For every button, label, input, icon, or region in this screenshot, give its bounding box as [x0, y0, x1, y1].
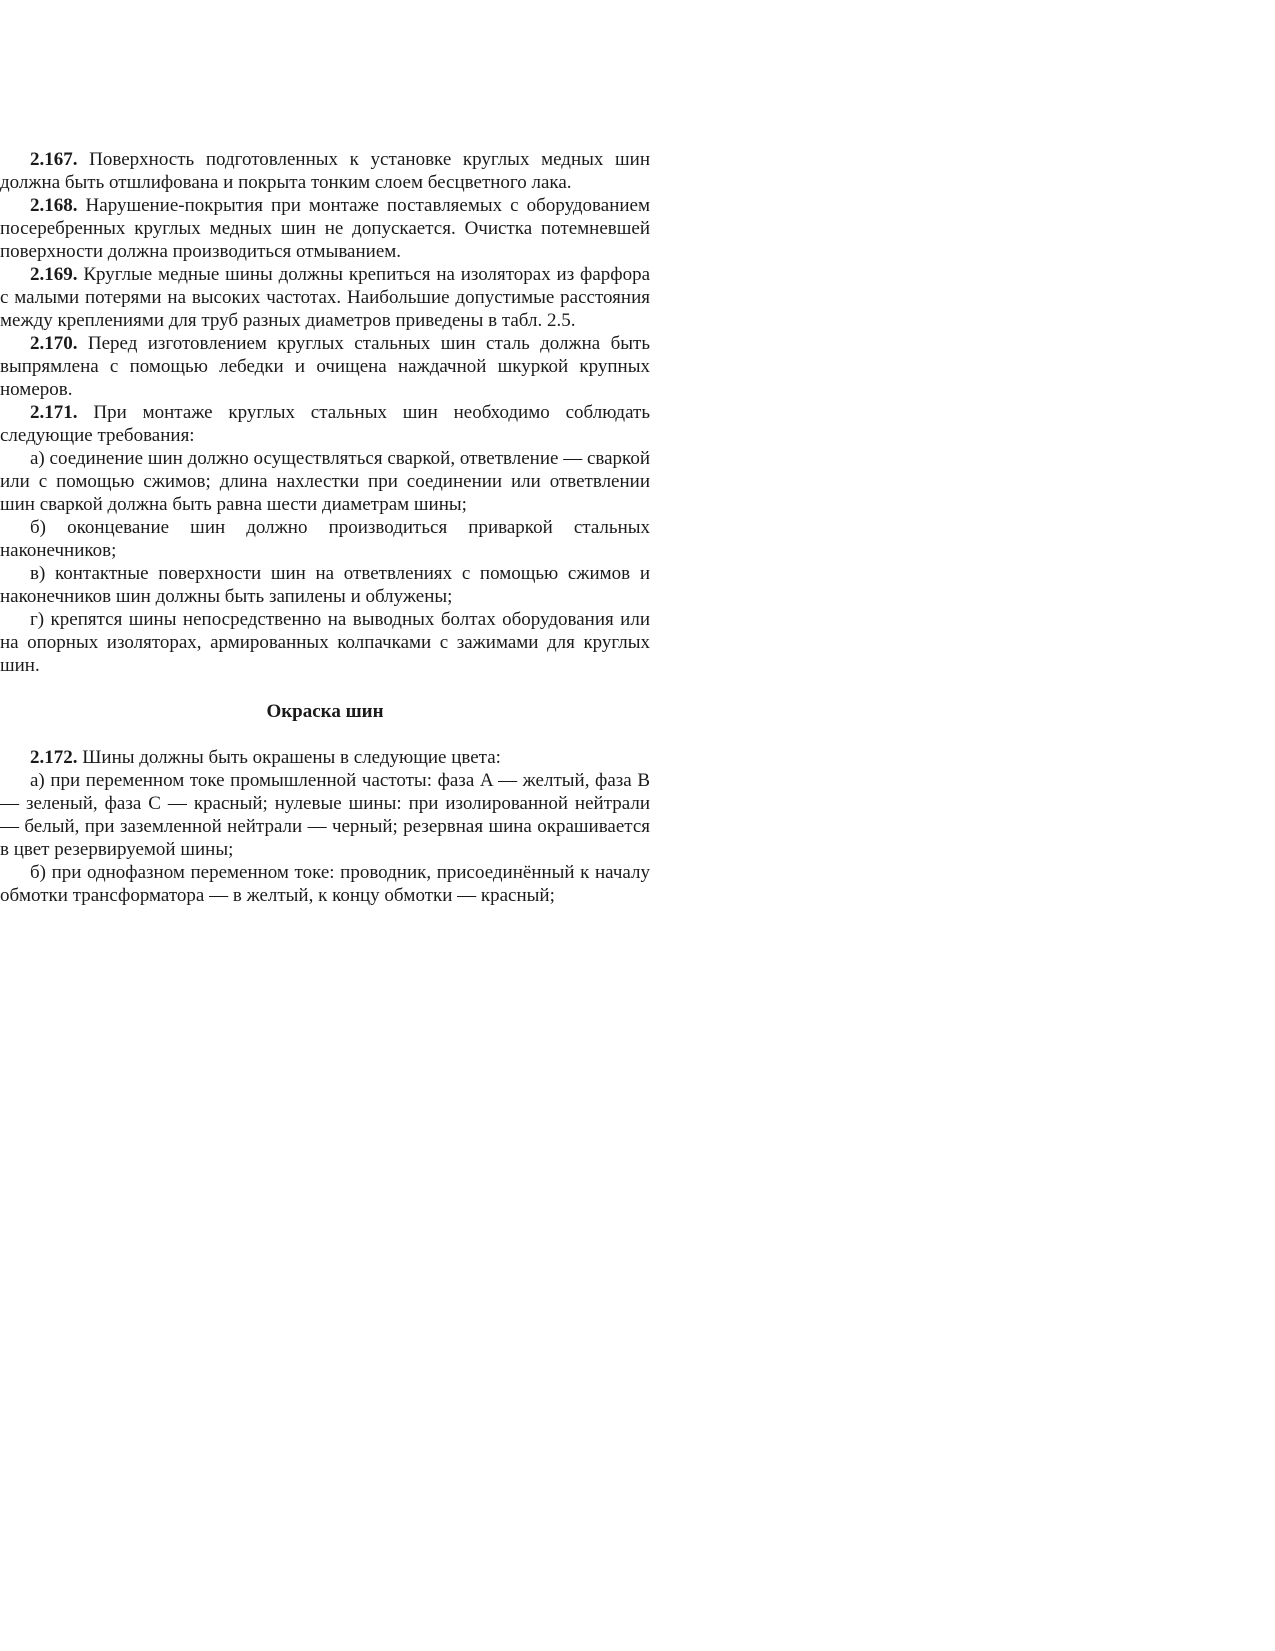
paragraph-text: Перед изготовлением круглых стальных шин сталь должна быть выпрямлена с помощью лебедки и очищена наждачной шкуркой крупных номеров.: [0, 333, 651, 400]
paragraph-number: 2.172.: [30, 747, 78, 768]
paragraph-2-169: [0, 263, 650, 332]
list-item-a: [0, 447, 650, 516]
paragraph-number: 2.171.: [30, 402, 78, 423]
list-item-text: а) соединение шин должно осуществляться сваркой, ответвление — сваркой или с помощью сжимов; длина нахлестки при соединении или ответвлении шин сваркой должна быть равна шести диаметрам шины;: [0, 448, 650, 515]
paragraph-text: Шины должны быть окрашены в следующие цвета:: [82, 747, 501, 768]
paragraph-number: 2.167.: [30, 149, 78, 170]
paragraph-2-172: [0, 746, 650, 769]
section-heading: Окраска шин: [266, 701, 384, 722]
paragraph-2-168: [0, 194, 650, 263]
paragraph-number: 2.170.: [30, 333, 78, 354]
paragraph-number: 2.168.: [30, 195, 78, 216]
list-item-b-colors: [0, 861, 650, 907]
paragraph-number: 2.169.: [30, 264, 78, 285]
paragraph-text: При монтаже круглых стальных шин необходимо соблюдать следующие требования:: [0, 402, 651, 446]
paragraph-2-167: [0, 148, 650, 194]
list-item-text: б) при однофазном переменном токе: проводник, присоединённый к началу обмотки трансформатора — в желтый, к концу обмотки — красный;: [0, 862, 650, 906]
list-item-g: [0, 608, 650, 677]
document-page: [0, 148, 650, 907]
list-item-b: [0, 516, 650, 562]
list-item-text: г) крепятся шины непосредственно на выводных болтах оборудования или на опорных изоляторах, армированных колпачками с зажимами для круглых шин.: [0, 609, 650, 676]
list-item-a-colors: [0, 769, 650, 861]
paragraph-text: Нарушение-покрытия при монтаже поставляемых с оборудованием посеребренных круглых медных шин не допускается. Очистка потемневшей поверхности должна производиться отмыванием.: [0, 195, 650, 262]
list-item-v: [0, 562, 650, 608]
paragraph-2-170: [0, 332, 650, 401]
list-item-text: а) при переменном токе промышленной частоты: фаза A — желтый, фаза B — зеленый, фаза C — красный; нулевые шины: при изолированной нейтрали — белый, при заземленной нейтрали — черный; резервная шина окрашивается в цвет резервируемой шины;: [0, 770, 650, 860]
list-item-text: б) оконцевание шин должно производиться приваркой стальных наконечников;: [0, 517, 650, 561]
list-item-text: в) контактные поверхности шин на ответвлениях с помощью сжимов и наконечников шин должны быть запилены и облужены;: [0, 563, 650, 607]
paragraph-text: Поверхность подготовленных к установке круглых медных шин должна быть отшлифована и покрыта тонким слоем бесцветного лака.: [0, 149, 651, 193]
paragraph-text: Круглые медные шины должны крепиться на изоляторах из фарфора с малыми потерями на высоких частотах. Наибольшие допустимые расстояния между креплениями для труб разных диаметров приведены в табл. 2.5.: [0, 264, 650, 331]
paragraph-2-171: [0, 401, 650, 447]
